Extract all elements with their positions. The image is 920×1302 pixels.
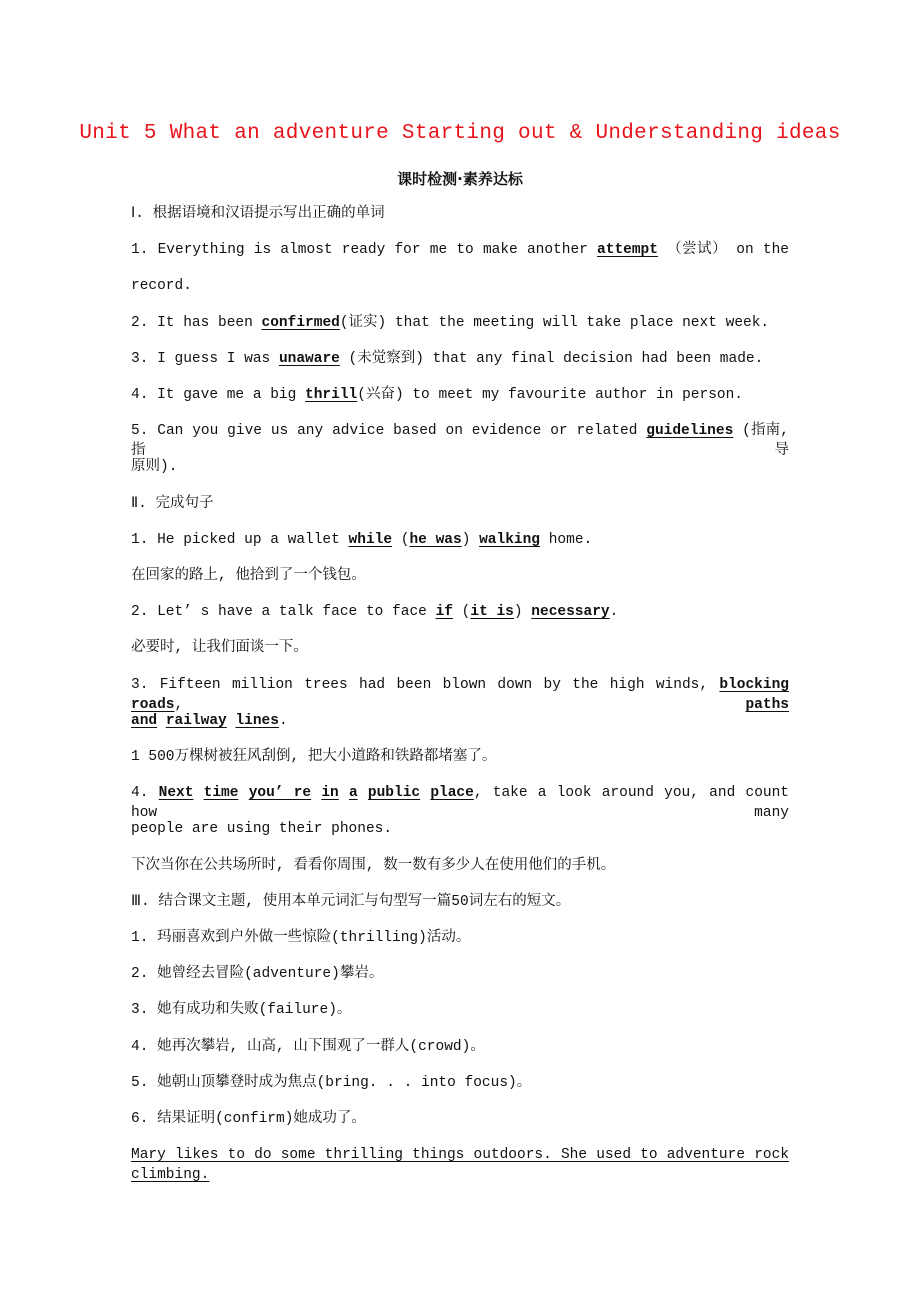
line-text: 3. I guess I was (131, 350, 279, 367)
line-text: . (609, 604, 619, 621)
text-line (131, 675, 789, 715)
document-subtitle: 课时检测·素养达标 (397, 170, 523, 188)
line-text: (指南, 指导 (131, 423, 789, 460)
line-text: 5. Can you give us any advice based on evidence or related (131, 423, 647, 440)
answer-text: he was (409, 531, 462, 548)
line-text: ( (392, 531, 410, 548)
line-text: Ⅱ. 完成句子 (131, 495, 214, 512)
text-line (131, 1109, 789, 1129)
answer-text: walking (479, 531, 541, 548)
line-text (193, 785, 203, 801)
line-text: ( (452, 604, 471, 621)
line-text: 1. Everything is almost ready for me to make another (131, 242, 598, 259)
document-title: Unit 5 What an adventure Starting out & Understanding ideas (79, 122, 841, 145)
line-text: 5. 她朝山顶攀登时成为焦点(bring. . . into focus)。 (131, 1074, 532, 1091)
line-text: (兴奋) to meet my favourite author in person. (357, 387, 744, 403)
answer-text: while (348, 531, 393, 548)
answer-text: in (321, 785, 339, 802)
text-line (131, 494, 789, 514)
line-text: 必要时, 让我们面谈一下。 (131, 640, 308, 657)
line-text (358, 785, 368, 801)
line-text: 2. Let’ s have a talk face to face (131, 604, 436, 621)
line-text: 3. 她有成功和失败(failure)。 (131, 1002, 352, 1019)
answer-text: Mary likes to do some thrilling things outdoors. She used to adventure rock climbing. (131, 1147, 789, 1184)
line-text: (未觉察到) that any final decision had been made. (339, 350, 764, 367)
answer-text: attempt (597, 242, 658, 259)
line-text (311, 785, 321, 801)
answer-text: necessary (531, 604, 610, 621)
line-text: home. (540, 531, 593, 548)
line-text: 4. (131, 785, 159, 802)
line-text: Ⅰ. 根据语境和汉语提示写出正确的单词 (131, 206, 385, 222)
line-text: people are using their phones. (131, 821, 393, 838)
text-line (131, 747, 789, 767)
text-line (131, 711, 789, 731)
answer-text: and (131, 712, 158, 729)
line-text (420, 785, 430, 801)
text-line (131, 1037, 789, 1057)
line-text: 原则). (131, 459, 178, 476)
text-line (131, 819, 789, 839)
text-line (131, 638, 789, 658)
line-text: 下次当你在公共场所时, 看看你周围, 数一数有多少人在使用他们的手机。 (131, 857, 616, 874)
line-text: 2. It has been (131, 314, 262, 331)
answer-text: public (367, 785, 421, 802)
answer-text: confirmed (261, 314, 340, 331)
line-text: 6. 结果证明(confirm)她成功了。 (131, 1111, 366, 1127)
line-text: 4. 她再次攀岩, 山高, 山下围观了一群人(crowd)。 (131, 1038, 485, 1055)
answer-text: lines (235, 712, 279, 729)
text-line (131, 566, 789, 586)
answer-text: a (348, 785, 358, 802)
answer-text: time (203, 785, 239, 802)
answer-text: you’ re (248, 785, 312, 802)
line-text: 3. Fifteen million trees had been blown down by the high winds, (131, 676, 720, 693)
answer-text: thrill (305, 387, 358, 403)
line-text: (证实) that the meeting will take place next week. (339, 314, 770, 331)
line-text: 1. He picked up a wallet (131, 531, 349, 548)
answer-text: blocking (719, 676, 789, 693)
line-text (238, 785, 248, 801)
text-line (131, 783, 789, 823)
text-line (131, 240, 789, 260)
line-text: . (278, 712, 288, 729)
answer-text: place (430, 785, 474, 802)
text-line (131, 385, 789, 405)
line-text: （尝试） on the (657, 242, 789, 259)
line-text: , (174, 696, 746, 713)
text-line (131, 964, 789, 984)
text-line (131, 421, 789, 461)
answer-text: guidelines (646, 423, 734, 440)
line-text: record. (131, 278, 192, 295)
line-text: 2. 她曾经去冒险(adventure)攀岩。 (131, 966, 384, 983)
text-line (131, 457, 789, 477)
text-line (131, 1000, 789, 1020)
line-text: ) (513, 604, 532, 621)
text-line (131, 276, 789, 296)
answer-text: if (435, 604, 453, 621)
text-line (131, 204, 789, 224)
line-text (157, 713, 166, 729)
answer-text: Next (158, 785, 194, 802)
line-text: ) (461, 531, 480, 548)
text-line (131, 928, 789, 948)
text-line (131, 1073, 789, 1093)
line-text: , take a look around you, and count how many (131, 785, 789, 822)
line-text: Ⅲ. 结合课文主题, 使用本单元词汇与句型写一篇50词左右的短文。 (131, 893, 571, 910)
text-line (131, 602, 789, 622)
line-text: 1. 玛丽喜欢到户外做一些惊险(thrilling)活动。 (131, 930, 471, 946)
line-text: 在回家的路上, 他拾到了一个钱包。 (131, 568, 366, 584)
text-line (131, 313, 789, 333)
text-line (131, 892, 789, 912)
answer-text: paths (745, 696, 789, 713)
text-line (131, 530, 789, 550)
line-text: 4. It gave me a big (131, 387, 306, 403)
text-line (131, 856, 789, 876)
line-text: 1 500万棵树被狂风刮倒, 把大小道路和铁路都堵塞了。 (131, 749, 497, 765)
answer-text: it is (470, 604, 514, 621)
line-text (339, 785, 349, 801)
text-line (131, 349, 789, 369)
answer-text: roads (131, 696, 175, 713)
text-line (131, 1145, 789, 1185)
answer-text: unaware (278, 350, 340, 367)
answer-text: railway (165, 712, 227, 729)
